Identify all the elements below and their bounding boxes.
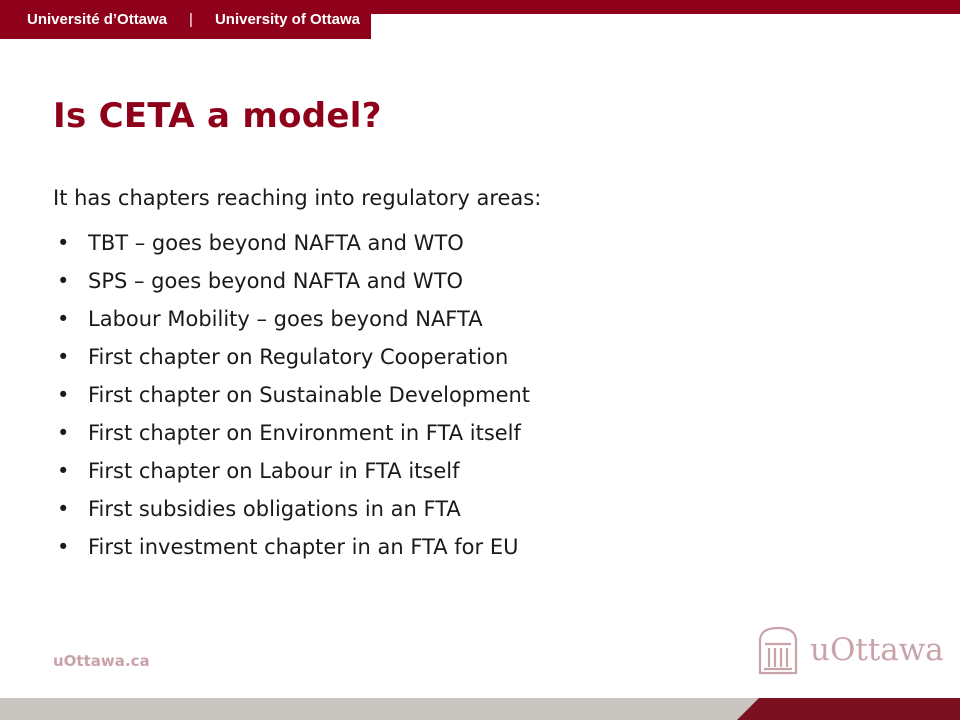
bullet-item: [53, 490, 530, 528]
slide-title: Is CETA a model?: [53, 96, 382, 136]
bullet-dot: •: [57, 383, 70, 407]
bullet-text: TBT – goes beyond NAFTA and WTO: [88, 231, 464, 255]
bullet-dot: •: [57, 307, 70, 331]
uottawa-building-icon: [756, 625, 800, 675]
bullet-dot: •: [57, 535, 70, 559]
bullet-item: [53, 338, 530, 376]
bullet-text: First investment chapter in an FTA for EU: [88, 535, 519, 559]
bullet-text: Labour Mobility – goes beyond NAFTA: [88, 307, 483, 331]
bullet-item: [53, 262, 530, 300]
university-name-en: University of Ottawa: [214, 11, 360, 28]
bullet-item: [53, 414, 530, 452]
bullet-dot: •: [57, 459, 70, 483]
footer-bar-accent: [738, 698, 960, 720]
bullet-item: [53, 224, 530, 262]
bullet-text: First chapter on Sustainable Development: [88, 383, 531, 407]
bullet-dot: •: [57, 231, 70, 255]
bullet-item: [53, 528, 530, 566]
bullet-text: First subsidies obligations in an FTA: [88, 497, 461, 521]
bullet-item: [53, 376, 530, 414]
footer-url: uOttawa.ca: [53, 652, 150, 670]
bullet-list: [53, 224, 530, 566]
university-name-fr: Université d’Ottawa: [27, 11, 168, 28]
bullet-text: SPS – goes beyond NAFTA and WTO: [88, 269, 464, 293]
bullet-dot: •: [57, 421, 70, 445]
bullet-text: First chapter on Labour in FTA itself: [88, 459, 460, 483]
logo-wordmark: uOttawa: [810, 632, 944, 668]
bullet-text: First chapter on Regulatory Cooperation: [88, 345, 509, 369]
bullet-dot: •: [57, 497, 70, 521]
university-header: [0, 0, 371, 39]
bullet-dot: •: [57, 269, 70, 293]
header-separator: |: [189, 11, 193, 28]
slide-intro: It has chapters reaching into regulatory areas:: [53, 186, 542, 210]
uottawa-logo: [756, 624, 942, 676]
bullet-item: [53, 452, 530, 490]
bullet-text: First chapter on Environment in FTA itself: [88, 421, 521, 445]
bullet-item: [53, 300, 530, 338]
bullet-dot: •: [57, 345, 70, 369]
